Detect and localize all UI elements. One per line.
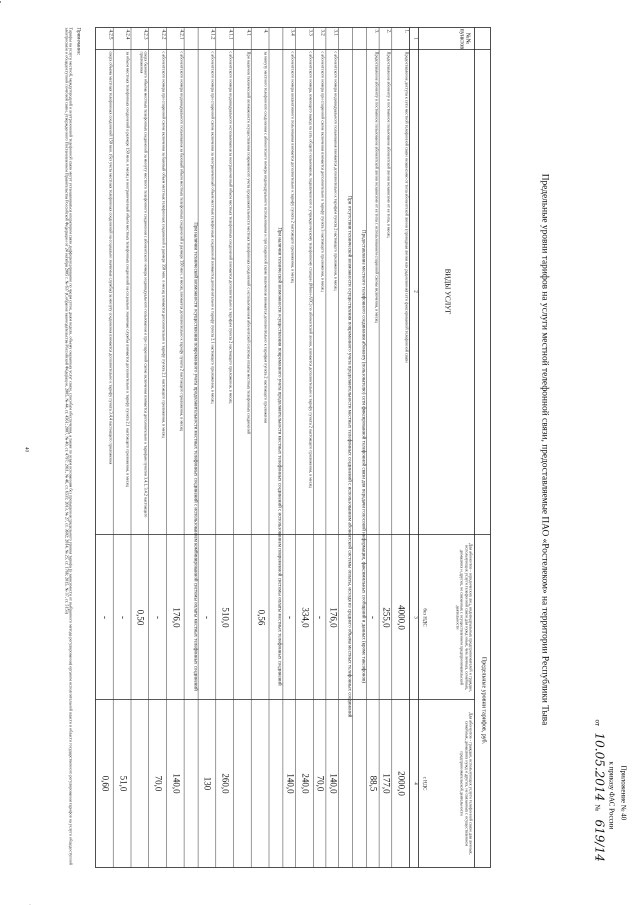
row-number: 4.1 <box>245 29 251 36</box>
row-service-text: с абонентского номера индивидуального пользования за базовый объем местных телефонных соединений в размере 350 мин. в месяц взимается дополнительно к тарифу пункта 2 настоящего приложения, в месяц <box>179 51 185 431</box>
column-index-3: 3 <box>412 616 418 619</box>
row-number: 2. <box>385 29 391 34</box>
row-number: 4.2.2 <box>160 29 166 40</box>
row-value-legal: 510,0 <box>220 607 231 628</box>
row-number: 4.1.2 <box>209 29 215 40</box>
row-value-citizens: 140,0 <box>328 773 339 794</box>
row-value-legal: 176,0 <box>171 607 182 628</box>
row-number: 3. <box>373 29 379 34</box>
header-citizens: Для абонентов - граждан, использующих услуги телефонной связи для личных, семейных, домашних нужд и других, не связанных с осуществлением предпринимательской деятельности <box>459 712 474 855</box>
row-service-text: с абонентского номера индивидуального пользования взимается дополнительно к тарифам пункта 2 настоящего приложения, в месяц <box>333 51 339 291</box>
row-service-text: сверх базового объема местных телефонных соединений за минуту местного телефонного соединения с абонентского номера индивидуального пользования и при спаренной схеме включения взимается дополнительно к тарифам пунктов 3.4.1, 3.4.2 настоящего приложения <box>139 51 149 518</box>
header-num: №№ пунктов <box>458 28 471 50</box>
row-service-text: Предоставление абоненту в постоянное пользование абонентской линии независимо от ее типа с использованием спаренной схемы включения, в месяц <box>374 51 380 323</box>
notes-text: Тарифы на услуги местной, междугородной и внутризоновой телефонной связи могут устанавливаться оператором связи дифференцированно по часам суток, дням недели, объему оказанных услуг связи, способам обеспечения, а также по иным основаниям без превышения предельного уровня тарифа (в зависимости от выбранного метода регулирования) органом исполнительной власти в области государственного регулирования тарифов на услуги общедоступной электросвязи и общедоступной почтовой связи, утвержденного Постановлением Правительства Российской Федерации от 24 октября 2005 г. № 637 (Собрание законодательства Российской Федерации, 2005, № 44, ст. 4561; 2007, № 40, ст. 4797; 2011, № 46, ст. 6531; 2013, № 27, ст. 3602; 2014, № 25, ст. 1766; 2015, № 37, ст. 5153) <box>64 27 74 866</box>
column-index-4: 4 <box>412 782 418 785</box>
row-number: 4.2.3 <box>142 29 148 40</box>
row-number: 4.2.4 <box>124 29 130 40</box>
row-value-citizens: 240,0 <box>300 773 311 794</box>
row-service-text: с абонентского номера при спаренной схеме включения за неограниченный объем местных телефонных соединений взимается дополнительно к тарифу пункта 2.1 настоящего приложения, в месяц <box>210 51 216 404</box>
row-service-text: Предоставление абоненту в постоянное пользование абонентской линии независимо от ее типа, в месяц <box>386 51 392 238</box>
header-levels: Предельные уровни тарифов, руб. <box>480 656 487 745</box>
row-value-legal: - <box>153 616 164 619</box>
row-value-citizens: 177,0 <box>381 773 392 794</box>
vat-excluded-label: без НДС <box>421 608 427 627</box>
row-value-legal: - <box>315 616 326 619</box>
section-heading: При отсутствии технической возможности осуществления повременного учета продолжительности местных телефонных соединений с использованием абонентской системы оплаты, исходя из среднего объема местных телефонных соединений <box>346 195 352 718</box>
header-services: ВИДЫ УСЛУГ <box>443 268 452 315</box>
page-number: 40 <box>23 447 29 452</box>
section-heading: При наличии технической возможности осуществления повременного учета продолжительности местных телефонных соединений с использованием комбинированной системы оплаты местных телефонных соединений <box>192 222 198 691</box>
row-service-text: за объем местных телефонных соединений в размере 150 мин. в месяц и неограниченный объем местных телефонных соединений на социально значимые службы взимается дополнительно к тарифу пункта 2.1 настоящего приложения, в месяц <box>125 51 131 487</box>
row-value-legal: - <box>285 616 296 619</box>
row-value-legal: 255,0 <box>381 607 392 628</box>
row-value-citizens: 70,0 <box>315 775 326 792</box>
row-value-citizens: 140,0 <box>171 773 182 794</box>
section-heading: Предоставление местного телефонного соединения абоненту (пользователю) сети фиксированной телефонной связи для передачи голосовой информации, факсимильных сообщений и данных (кроме таксофонов) <box>360 229 366 684</box>
row-service-text: Предоставление доступа к сети местной телефонной связи независимо от типа абонентской линии (проводная линия или радиолиния) сети фиксированной телефонной связи <box>404 51 410 363</box>
row-value-legal: - <box>368 616 379 619</box>
row-number: 1. <box>403 29 409 34</box>
row-value-citizens: 51,0 <box>118 775 129 792</box>
row-service-text: При наличии технической возможности осуществления повременного учета продолжительности местных телефонных соединений с использованием абонентской системы оплаты местных телефонных соединений <box>246 51 252 435</box>
column-index-1: 1 <box>412 37 418 40</box>
row-value-legal: 0,50 <box>135 609 146 626</box>
row-service-text: с абонентского номера при спаренной схеме включения взимается дополнительно к тарифу пункта 3 настоящего приложения, в месяц <box>320 51 326 292</box>
appendix-date-prefix: от <box>593 719 602 726</box>
row-value-legal: - <box>202 616 213 619</box>
row-value-citizens: 0,60 <box>100 775 111 792</box>
appendix-line-1: Приложение № 40 <box>619 765 628 821</box>
row-value-citizens: 130 <box>202 776 213 791</box>
row-value-citizens: 2000,0 <box>396 771 407 796</box>
row-value-legal: - <box>100 616 111 619</box>
row-value-citizens: 70,0 <box>153 775 164 792</box>
row-value-legal: - <box>118 616 129 619</box>
row-service-text: с абонентского номера при спаренной схеме включения за базовый объем местных телефонных соединений в размере 350 мин. в месяц взимается дополнительно к тарифу пункта 2.1 настоящего приложения, в месяц <box>161 51 167 438</box>
row-number: 3.3 <box>307 29 313 36</box>
handwritten-number: 619/14 <box>592 819 607 862</box>
row-value-citizens: 260,0 <box>220 773 231 794</box>
row-number: 4.1.1 <box>227 29 233 40</box>
row-service-text: с абонентского номера коллективного пользования взимается дополнительно к тарифу пункта 2 настоящего приложения, в месяц <box>290 51 296 283</box>
rotated-page <box>1 0 641 905</box>
header-legal-entities: Для абонентов - юридических лиц, индивидуальных предпринимателей и граждан, использующих услуги телефонной связи для нужд иных, чем личных, семейных, домашних и других, не связанных с осуществлением предпринимательской деятельности <box>455 543 474 692</box>
column-index-2: 2 <box>412 290 418 293</box>
row-number: 3.4 <box>289 29 295 36</box>
row-service-text: с абонентского номера, имеющего выход на сеть общего пользования, подключенного к учрежденческому телефонному станции (Мини-АТС) по абонентской линии, взимается дополнительно к тарифу пункта 2 настоящего приложения, в месяц <box>308 51 314 488</box>
row-value-citizens: 140,0 <box>285 773 296 794</box>
appendix-number-prefix: № <box>593 804 602 812</box>
row-number: 4. <box>262 29 268 34</box>
row-service-text: за минуту местного телефонного соединения с абонентского номера индивидуального использования и при спаренной схеме включения взимается дополнительно к тарифам пункта 2 настоящего приложения <box>263 51 269 423</box>
row-value-citizens: 88,5 <box>368 775 379 792</box>
row-value-legal: 176,0 <box>328 607 339 628</box>
row-service-text: сверх объема местных телефонных соединений 150 мин. (без учета местных телефонных соединений на социально значимые службы) за минуту соединения взимается дополнительно к тарифу пункта 3.4.4 настоящего приложения <box>108 51 114 465</box>
row-number: 4.2.5 <box>107 29 113 40</box>
row-service-text: с абонентского номера индивидуального использования за неограниченный объем местных телефонных соединений взимается дополнительно к тарифам пункта 2 настоящего приложения, в месяц <box>228 51 234 404</box>
row-number: 4.2.1 <box>178 29 184 40</box>
row-number: 3.1 <box>332 29 338 36</box>
row-number: 3.2 <box>319 29 325 36</box>
row-value-legal: 0,56 <box>256 609 267 626</box>
row-value-legal: 334,0 <box>300 607 311 628</box>
section-heading: При наличии технической возможности осуществления повременного учета продолжительности местных телефонных соединений с использованием повременной системы оплаты местных телефонных соединений <box>276 227 282 686</box>
notes-heading: Примечание: <box>75 27 81 56</box>
vat-included-label: с НДС <box>421 776 427 791</box>
appendix-line-2: к приказу ФАС России <box>607 761 616 830</box>
handwritten-date: 10.05.2014 <box>592 732 607 802</box>
row-value-legal: 4000,0 <box>396 605 407 630</box>
document-title: Предельные уровни тарифов на услуги местной телефонной связи, предоставляемые ПАО «Ростелеком» на территории Республики Тыва <box>539 173 550 726</box>
